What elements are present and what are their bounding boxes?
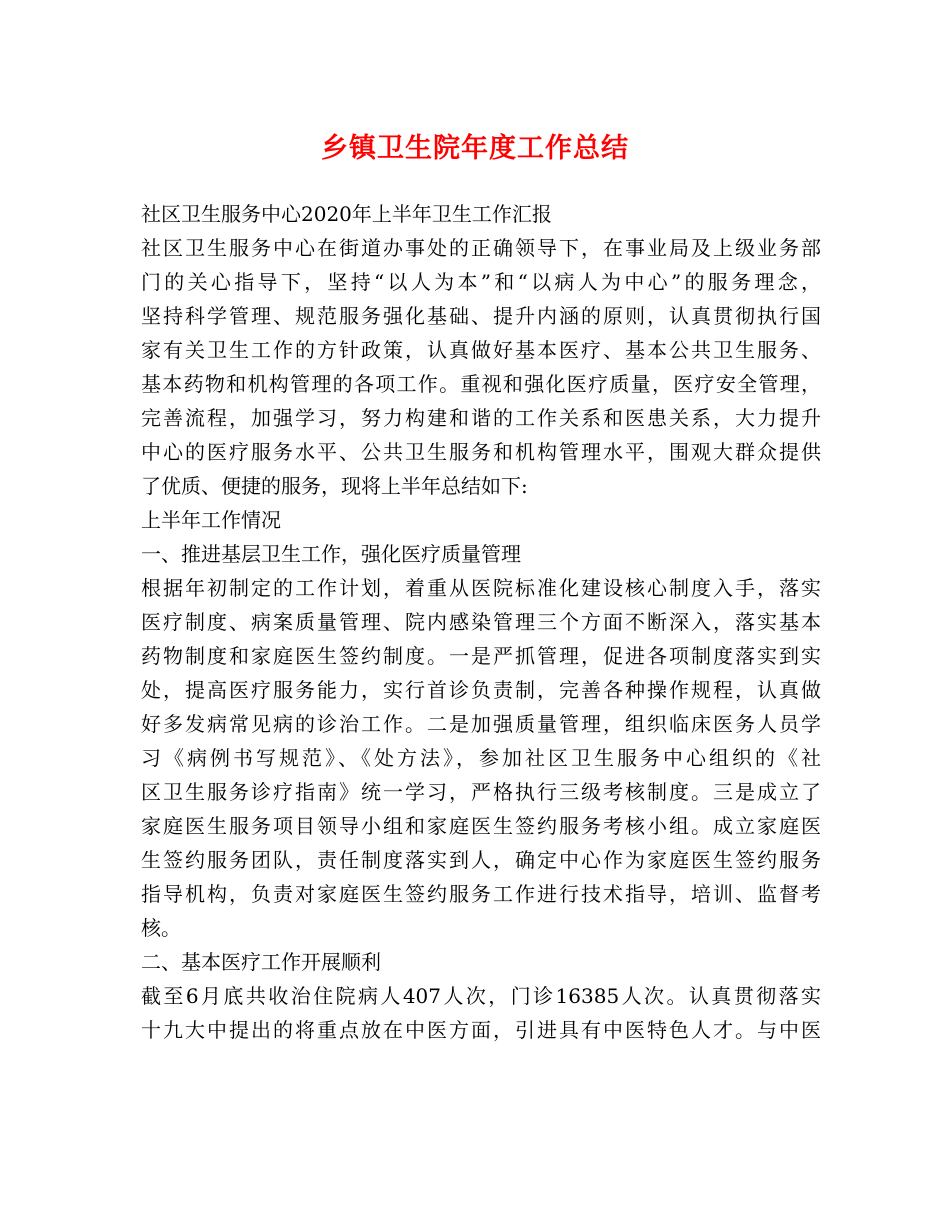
paragraph-line: 医疗制度、病案质量管理、院内感染管理三个方面不断深入，落实基本 [141, 610, 821, 634]
paragraph-line: 门的关心指导下，坚持“以人为本”和“以病人为中心”的服务理念， [141, 270, 821, 294]
paragraph-line: 中心的医疗服务水平、公共卫生服务和机构管理水平，围观大群众提供 [141, 440, 821, 464]
paragraph-line: 处，提高医疗服务能力，实行首诊负责制，完善各种操作规程，认真做 [141, 678, 821, 702]
section-heading: 一、推进基层卫生工作，强化医疗质量管理 [141, 542, 521, 566]
section-heading: 上半年工作情况 [141, 508, 281, 532]
paragraph-line: 社区卫生服务中心在街道办事处的正确领导下，在事业局及上级业务部 [141, 236, 821, 260]
paragraph-line: 基本药物和机构管理的各项工作。重视和强化医疗质量，医疗安全管理， [141, 372, 821, 396]
paragraph-line: 十九大中提出的将重点放在中医方面，引进具有中医特色人才。与中医 [141, 1018, 821, 1042]
paragraph-line: 截至6月底共收治住院病人407人次，门诊16385人次。认真贯彻落实 [141, 984, 821, 1008]
paragraph-line: 药物制度和家庭医生签约制度。一是严抓管理，促进各项制度落实到实 [141, 644, 821, 668]
section-heading: 社区卫生服务中心2020年上半年卫生工作汇报 [141, 202, 552, 226]
paragraph-line: 完善流程，加强学习，努力构建和谐的工作关系和医患关系，大力提升 [141, 406, 821, 430]
paragraph-line: 生签约服务团队，责任制度落实到人，确定中心作为家庭医生签约服务 [141, 848, 821, 872]
paragraph-line: 习《病例书写规范》、《处方法》，参加社区卫生服务中心组织的《社 [141, 746, 821, 770]
paragraph-line: 了优质、便捷的服务，现将上半年总结如下: [141, 474, 528, 498]
paragraph-line: 核。 [141, 916, 181, 940]
document-title: 乡镇卫生院年度工作总结 [321, 133, 629, 164]
paragraph-line: 区卫生服务诊疗指南》统一学习，严格执行三级考核制度。三是成立了 [141, 780, 821, 804]
paragraph-line: 根据年初制定的工作计划，着重从医院标准化建设核心制度入手，落实 [141, 576, 821, 600]
paragraph-line: 坚持科学管理、规范服务强化基础、提升内涵的原则，认真贯彻执行国 [141, 304, 821, 328]
section-heading: 二、基本医疗工作开展顺利 [141, 950, 381, 974]
paragraph-line: 家有关卫生工作的方针政策，认真做好基本医疗、基本公共卫生服务、 [141, 338, 821, 362]
document-body [141, 197, 821, 1047]
paragraph-line: 好多发病常见病的诊治工作。二是加强质量管理，组织临床医务人员学 [141, 712, 821, 736]
paragraph-line: 家庭医生服务项目领导小组和家庭医生签约服务考核小组。成立家庭医 [141, 814, 821, 838]
paragraph-line: 指导机构，负责对家庭医生签约服务工作进行技术指导，培训、监督考 [141, 882, 821, 906]
